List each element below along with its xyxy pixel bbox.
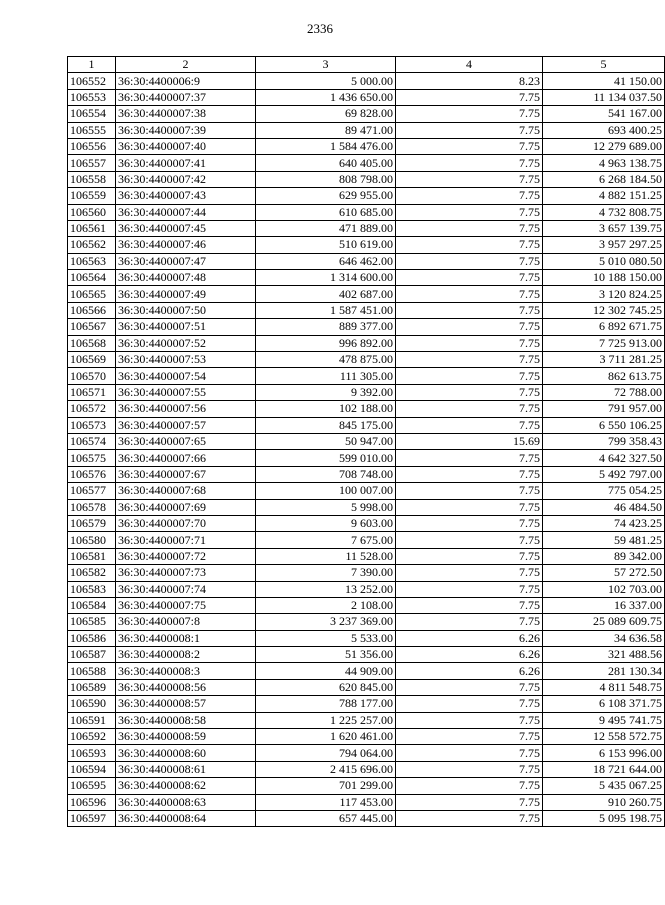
rate-cell: 7.75: [396, 581, 543, 597]
table-row: [68, 384, 665, 400]
table-row: [68, 630, 665, 646]
table-row: [68, 614, 665, 630]
table-row: [68, 73, 665, 89]
table-row: [68, 171, 665, 187]
cadastral-number-cell: 36:30:4400007:72: [116, 548, 256, 564]
cadastral-number-cell: 36:30:4400008:64: [116, 810, 256, 826]
amount-cell: 74 423.25: [543, 515, 665, 531]
amount-cell: 16 337.00: [543, 597, 665, 613]
rate-cell: 7.75: [396, 253, 543, 269]
table-row: [68, 548, 665, 564]
table-row: [68, 810, 665, 826]
value-cell: 510 619.00: [256, 237, 396, 253]
value-cell: 13 252.00: [256, 581, 396, 597]
cadastral-number-cell: 36:30:4400007:44: [116, 204, 256, 220]
value-cell: 1 584 476.00: [256, 138, 396, 154]
cadastral-number-cell: 36:30:4400007:73: [116, 565, 256, 581]
amount-cell: 46 484.50: [543, 499, 665, 515]
row-number-cell: 106580: [68, 532, 116, 548]
table-row: [68, 565, 665, 581]
cadastral-number-cell: 36:30:4400007:65: [116, 433, 256, 449]
row-number-cell: 106555: [68, 122, 116, 138]
cadastral-number-cell: 36:30:4400007:41: [116, 155, 256, 171]
cadastral-number-cell: 36:30:4400007:69: [116, 499, 256, 515]
rate-cell: 7.75: [396, 286, 543, 302]
row-number-cell: 106556: [68, 138, 116, 154]
amount-cell: 3 711 281.25: [543, 352, 665, 368]
amount-cell: 3 120 824.25: [543, 286, 665, 302]
amount-cell: 4 963 138.75: [543, 155, 665, 171]
table-row: [68, 138, 665, 154]
row-number-cell: 106597: [68, 810, 116, 826]
value-cell: 1 314 600.00: [256, 270, 396, 286]
value-cell: 889 377.00: [256, 319, 396, 335]
value-cell: 646 462.00: [256, 253, 396, 269]
rate-cell: 7.75: [396, 401, 543, 417]
value-cell: 845 175.00: [256, 417, 396, 433]
table-row: [68, 106, 665, 122]
row-number-cell: 106568: [68, 335, 116, 351]
table-row: [68, 532, 665, 548]
table-row: [68, 483, 665, 499]
table-row: [68, 433, 665, 449]
row-number-cell: 106561: [68, 220, 116, 236]
table-row: [68, 204, 665, 220]
table-row: [68, 679, 665, 695]
value-cell: 111 305.00: [256, 368, 396, 384]
row-number-cell: 106571: [68, 384, 116, 400]
value-cell: 11 528.00: [256, 548, 396, 564]
value-cell: 2 415 696.00: [256, 761, 396, 777]
amount-cell: 4 811 548.75: [543, 679, 665, 695]
cadastral-number-cell: 36:30:4400007:70: [116, 515, 256, 531]
rate-cell: 8.23: [396, 73, 543, 89]
rate-cell: 7.75: [396, 384, 543, 400]
table-row: [68, 712, 665, 728]
rate-cell: 7.75: [396, 597, 543, 613]
amount-cell: 12 558 572.75: [543, 729, 665, 745]
row-number-cell: 106557: [68, 155, 116, 171]
amount-cell: 72 788.00: [543, 384, 665, 400]
amount-cell: 6 550 106.25: [543, 417, 665, 433]
rate-cell: 7.75: [396, 302, 543, 318]
value-cell: 1 587 451.00: [256, 302, 396, 318]
table-row: [68, 663, 665, 679]
table-row: [68, 745, 665, 761]
table-row: [68, 499, 665, 515]
cadastral-number-cell: 36:30:4400007:49: [116, 286, 256, 302]
value-cell: 7 390.00: [256, 565, 396, 581]
amount-cell: 791 957.00: [543, 401, 665, 417]
value-cell: 9 392.00: [256, 384, 396, 400]
row-number-cell: 106596: [68, 794, 116, 810]
rate-cell: 7.75: [396, 499, 543, 515]
value-cell: 5 000.00: [256, 73, 396, 89]
value-cell: 2 108.00: [256, 597, 396, 613]
row-number-cell: 106553: [68, 89, 116, 105]
amount-cell: 18 721 644.00: [543, 761, 665, 777]
table-row: [68, 220, 665, 236]
cadastral-number-cell: 36:30:4400007:45: [116, 220, 256, 236]
value-cell: 629 955.00: [256, 188, 396, 204]
rate-cell: 7.75: [396, 712, 543, 728]
rate-cell: 7.75: [396, 515, 543, 531]
value-cell: 1 225 257.00: [256, 712, 396, 728]
amount-cell: 11 134 037.50: [543, 89, 665, 105]
value-cell: 5 998.00: [256, 499, 396, 515]
table-row: [68, 729, 665, 745]
rate-cell: 15.69: [396, 433, 543, 449]
value-cell: 610 685.00: [256, 204, 396, 220]
table-row: [68, 450, 665, 466]
table-row: [68, 270, 665, 286]
value-cell: 640 405.00: [256, 155, 396, 171]
cadastral-number-cell: 36:30:4400007:50: [116, 302, 256, 318]
rate-cell: 7.75: [396, 352, 543, 368]
row-number-cell: 106563: [68, 253, 116, 269]
cadastral-number-cell: 36:30:4400007:67: [116, 466, 256, 482]
row-number-cell: 106572: [68, 401, 116, 417]
amount-cell: 775 054.25: [543, 483, 665, 499]
rate-cell: 7.75: [396, 319, 543, 335]
value-cell: 794 064.00: [256, 745, 396, 761]
amount-cell: 862 613.75: [543, 368, 665, 384]
cadastral-number-cell: 36:30:4400007:54: [116, 368, 256, 384]
value-cell: 788 177.00: [256, 696, 396, 712]
amount-cell: 59 481.25: [543, 532, 665, 548]
row-number-cell: 106591: [68, 712, 116, 728]
rate-cell: 7.75: [396, 155, 543, 171]
cadastral-number-cell: 36:30:4400008:61: [116, 761, 256, 777]
value-cell: 102 188.00: [256, 401, 396, 417]
table-row: [68, 188, 665, 204]
amount-cell: 89 342.00: [543, 548, 665, 564]
cadastral-number-cell: 36:30:4400007:52: [116, 335, 256, 351]
amount-cell: 321 488.56: [543, 647, 665, 663]
value-cell: 657 445.00: [256, 810, 396, 826]
table-row: [68, 647, 665, 663]
row-number-cell: 106566: [68, 302, 116, 318]
value-cell: 7 675.00: [256, 532, 396, 548]
table-row: [68, 237, 665, 253]
row-number-cell: 106590: [68, 696, 116, 712]
cadastral-number-cell: 36:30:4400008:58: [116, 712, 256, 728]
table-row: [68, 89, 665, 105]
amount-cell: 910 260.75: [543, 794, 665, 810]
amount-cell: 3 957 297.25: [543, 237, 665, 253]
row-number-cell: 106585: [68, 614, 116, 630]
cadastral-number-cell: 36:30:4400007:68: [116, 483, 256, 499]
row-number-cell: 106581: [68, 548, 116, 564]
row-number-cell: 106579: [68, 515, 116, 531]
table-row: [68, 581, 665, 597]
rate-cell: 7.75: [396, 679, 543, 695]
table-row: [68, 155, 665, 171]
table-row: [68, 286, 665, 302]
row-number-cell: 106578: [68, 499, 116, 515]
value-cell: 1 620 461.00: [256, 729, 396, 745]
row-number-cell: 106594: [68, 761, 116, 777]
row-number-cell: 106552: [68, 73, 116, 89]
rate-cell: 7.75: [396, 417, 543, 433]
cadastral-number-cell: 36:30:4400007:57: [116, 417, 256, 433]
amount-cell: 5 095 198.75: [543, 810, 665, 826]
amount-cell: 6 268 184.50: [543, 171, 665, 187]
amount-cell: 9 495 741.75: [543, 712, 665, 728]
rate-cell: 7.75: [396, 270, 543, 286]
cadastral-number-cell: 36:30:4400008:56: [116, 679, 256, 695]
table-row: [68, 319, 665, 335]
row-number-cell: 106574: [68, 433, 116, 449]
amount-cell: 5 010 080.50: [543, 253, 665, 269]
amount-cell: 693 400.25: [543, 122, 665, 138]
cadastral-number-cell: 36:30:4400008:57: [116, 696, 256, 712]
table-body: [68, 73, 665, 827]
rate-cell: 6.26: [396, 663, 543, 679]
row-number-cell: 106587: [68, 647, 116, 663]
rate-cell: 7.75: [396, 466, 543, 482]
table-row: [68, 302, 665, 318]
amount-cell: 12 302 745.25: [543, 302, 665, 318]
table-row: [68, 368, 665, 384]
column-header-1: 1: [68, 57, 116, 73]
value-cell: 51 356.00: [256, 647, 396, 663]
row-number-cell: 106577: [68, 483, 116, 499]
amount-cell: 4 882 151.25: [543, 188, 665, 204]
amount-cell: 41 150.00: [543, 73, 665, 89]
table-header-row: [68, 57, 665, 73]
row-number-cell: 106576: [68, 466, 116, 482]
table-row: [68, 696, 665, 712]
cadastral-number-cell: 36:30:4400007:47: [116, 253, 256, 269]
value-cell: 478 875.00: [256, 352, 396, 368]
value-cell: 701 299.00: [256, 778, 396, 794]
row-number-cell: 106575: [68, 450, 116, 466]
column-header-2: 2: [116, 57, 256, 73]
amount-cell: 541 167.00: [543, 106, 665, 122]
row-number-cell: 106589: [68, 679, 116, 695]
row-number-cell: 106562: [68, 237, 116, 253]
value-cell: 808 798.00: [256, 171, 396, 187]
row-number-cell: 106595: [68, 778, 116, 794]
table-row: [68, 401, 665, 417]
cadastral-number-cell: 36:30:4400007:55: [116, 384, 256, 400]
table-row: [68, 761, 665, 777]
rate-cell: 7.75: [396, 565, 543, 581]
table-row: [68, 122, 665, 138]
cadastral-number-cell: 36:30:4400007:74: [116, 581, 256, 597]
rate-cell: 7.75: [396, 171, 543, 187]
table-row: [68, 778, 665, 794]
cadastral-number-cell: 36:30:4400008:3: [116, 663, 256, 679]
amount-cell: 5 492 797.00: [543, 466, 665, 482]
rate-cell: 7.75: [396, 89, 543, 105]
row-number-cell: 106582: [68, 565, 116, 581]
rate-cell: 7.75: [396, 794, 543, 810]
column-header-3: 3: [256, 57, 396, 73]
cadastral-number-cell: 36:30:4400007:53: [116, 352, 256, 368]
value-cell: 620 845.00: [256, 679, 396, 695]
rate-cell: 7.75: [396, 368, 543, 384]
row-number-cell: 106593: [68, 745, 116, 761]
amount-cell: 25 089 609.75: [543, 614, 665, 630]
cadastral-number-cell: 36:30:4400007:71: [116, 532, 256, 548]
amount-cell: 102 703.00: [543, 581, 665, 597]
amount-cell: 57 272.50: [543, 565, 665, 581]
amount-cell: 34 636.58: [543, 630, 665, 646]
rate-cell: 6.26: [396, 647, 543, 663]
value-cell: 89 471.00: [256, 122, 396, 138]
amount-cell: 6 892 671.75: [543, 319, 665, 335]
amount-cell: 4 732 808.75: [543, 204, 665, 220]
cadastral-number-cell: 36:30:4400006:9: [116, 73, 256, 89]
cadastral-number-cell: 36:30:4400007:51: [116, 319, 256, 335]
cadastral-number-cell: 36:30:4400007:8: [116, 614, 256, 630]
rate-cell: 7.75: [396, 483, 543, 499]
column-header-4: 4: [396, 57, 543, 73]
value-cell: 1 436 650.00: [256, 89, 396, 105]
cadastral-number-cell: 36:30:4400007:66: [116, 450, 256, 466]
value-cell: 44 909.00: [256, 663, 396, 679]
value-cell: 100 007.00: [256, 483, 396, 499]
row-number-cell: 106558: [68, 171, 116, 187]
cadastral-number-cell: 36:30:4400007:40: [116, 138, 256, 154]
cadastral-number-cell: 36:30:4400008:60: [116, 745, 256, 761]
row-number-cell: 106583: [68, 581, 116, 597]
row-number-cell: 106586: [68, 630, 116, 646]
table-row: [68, 335, 665, 351]
cadastral-number-cell: 36:30:4400008:62: [116, 778, 256, 794]
row-number-cell: 106554: [68, 106, 116, 122]
table-row: [68, 417, 665, 433]
amount-cell: 7 725 913.00: [543, 335, 665, 351]
row-number-cell: 106560: [68, 204, 116, 220]
cadastral-number-cell: 36:30:4400007:48: [116, 270, 256, 286]
rate-cell: 7.75: [396, 450, 543, 466]
column-header-5: 5: [543, 57, 665, 73]
row-number-cell: 106570: [68, 368, 116, 384]
rate-cell: 7.75: [396, 548, 543, 564]
value-cell: 599 010.00: [256, 450, 396, 466]
amount-cell: 10 188 150.00: [543, 270, 665, 286]
rate-cell: 7.75: [396, 237, 543, 253]
data-table: [67, 56, 665, 827]
amount-cell: 6 153 996.00: [543, 745, 665, 761]
cadastral-number-cell: 36:30:4400008:59: [116, 729, 256, 745]
table-row: [68, 352, 665, 368]
value-cell: 402 687.00: [256, 286, 396, 302]
value-cell: 9 603.00: [256, 515, 396, 531]
amount-cell: 281 130.34: [543, 663, 665, 679]
value-cell: 117 453.00: [256, 794, 396, 810]
rate-cell: 7.75: [396, 745, 543, 761]
amount-cell: 3 657 139.75: [543, 220, 665, 236]
rate-cell: 7.75: [396, 204, 543, 220]
value-cell: 471 889.00: [256, 220, 396, 236]
cadastral-number-cell: 36:30:4400007:37: [116, 89, 256, 105]
rate-cell: 7.75: [396, 122, 543, 138]
rate-cell: 6.26: [396, 630, 543, 646]
cadastral-number-cell: 36:30:4400007:56: [116, 401, 256, 417]
amount-cell: 12 279 689.00: [543, 138, 665, 154]
row-number-cell: 106588: [68, 663, 116, 679]
table-row: [68, 253, 665, 269]
value-cell: 3 237 369.00: [256, 614, 396, 630]
rate-cell: 7.75: [396, 138, 543, 154]
row-number-cell: 106569: [68, 352, 116, 368]
table-row: [68, 466, 665, 482]
page-number: 2336: [307, 21, 333, 36]
row-number-cell: 106564: [68, 270, 116, 286]
rate-cell: 7.75: [396, 220, 543, 236]
value-cell: 69 828.00: [256, 106, 396, 122]
row-number-cell: 106584: [68, 597, 116, 613]
rate-cell: 7.75: [396, 188, 543, 204]
rate-cell: 7.75: [396, 696, 543, 712]
cadastral-number-cell: 36:30:4400007:46: [116, 237, 256, 253]
table-row: [68, 515, 665, 531]
rate-cell: 7.75: [396, 778, 543, 794]
row-number-cell: 106565: [68, 286, 116, 302]
value-cell: 708 748.00: [256, 466, 396, 482]
rate-cell: 7.75: [396, 761, 543, 777]
rate-cell: 7.75: [396, 106, 543, 122]
rate-cell: 7.75: [396, 532, 543, 548]
value-cell: 5 533.00: [256, 630, 396, 646]
rate-cell: 7.75: [396, 729, 543, 745]
cadastral-number-cell: 36:30:4400007:43: [116, 188, 256, 204]
cadastral-number-cell: 36:30:4400008:1: [116, 630, 256, 646]
rate-cell: 7.75: [396, 810, 543, 826]
cadastral-number-cell: 36:30:4400007:42: [116, 171, 256, 187]
cadastral-number-cell: 36:30:4400007:75: [116, 597, 256, 613]
rate-cell: 7.75: [396, 335, 543, 351]
value-cell: 50 947.00: [256, 433, 396, 449]
cadastral-number-cell: 36:30:4400008:63: [116, 794, 256, 810]
value-cell: 996 892.00: [256, 335, 396, 351]
amount-cell: 6 108 371.75: [543, 696, 665, 712]
row-number-cell: 106592: [68, 729, 116, 745]
row-number-cell: 106573: [68, 417, 116, 433]
table-row: [68, 597, 665, 613]
cadastral-number-cell: 36:30:4400008:2: [116, 647, 256, 663]
row-number-cell: 106567: [68, 319, 116, 335]
amount-cell: 4 642 327.50: [543, 450, 665, 466]
amount-cell: 799 358.43: [543, 433, 665, 449]
rate-cell: 7.75: [396, 614, 543, 630]
amount-cell: 5 435 067.25: [543, 778, 665, 794]
row-number-cell: 106559: [68, 188, 116, 204]
cadastral-number-cell: 36:30:4400007:39: [116, 122, 256, 138]
table-row: [68, 794, 665, 810]
cadastral-number-cell: 36:30:4400007:38: [116, 106, 256, 122]
